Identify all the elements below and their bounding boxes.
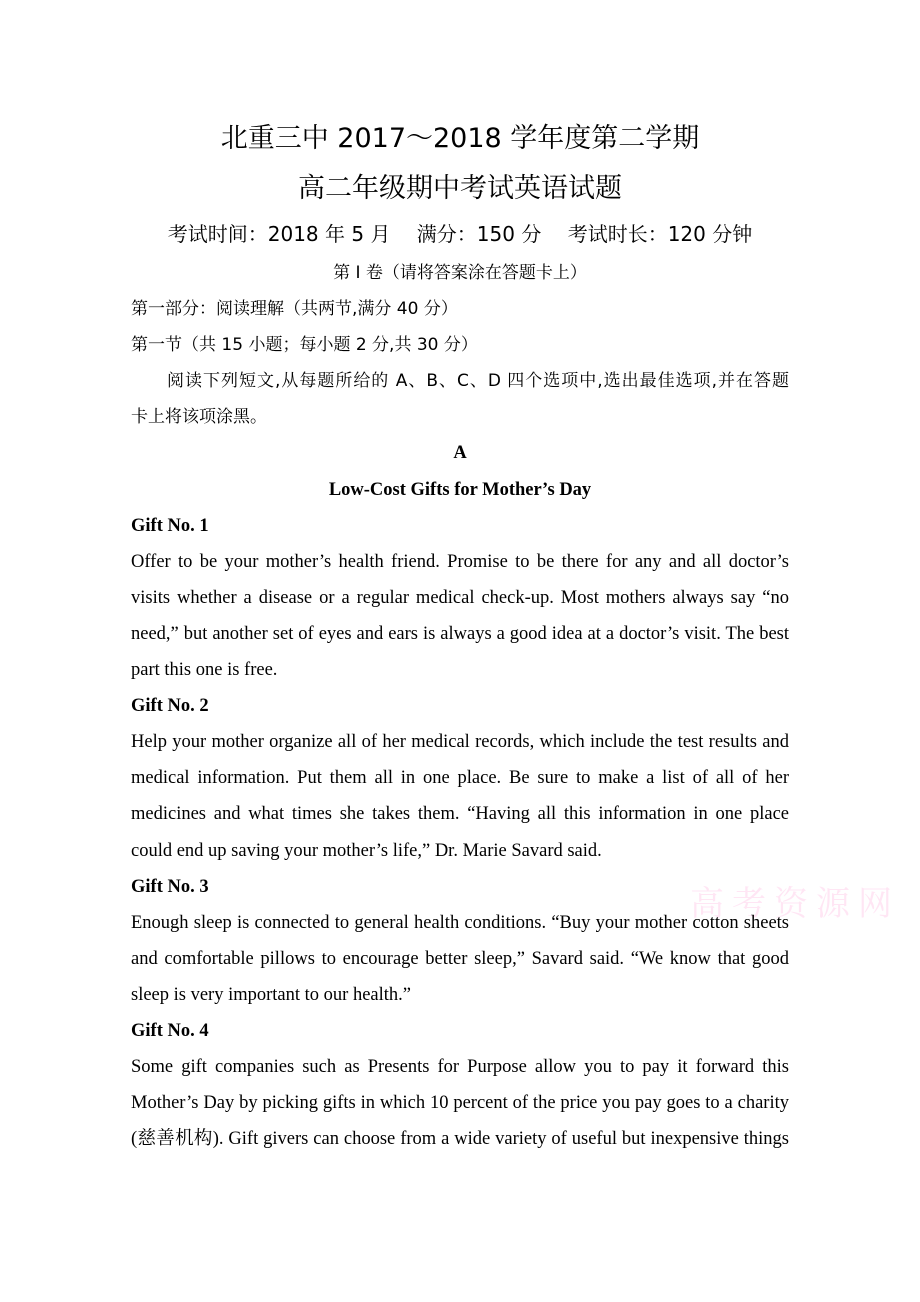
volume-heading: 第 I 卷（请将答案涂在答题卡上） (333, 263, 587, 283)
gift-paragraph-line: visits whether a disease or a regular medical check-up. Most mothers always say “no (131, 587, 789, 608)
gift-paragraph-line: medicines and what times she takes them. “Having all this information in one place (131, 804, 789, 825)
gift-paragraph-line: Some gift companies such as Presents for Purpose allow you to pay it forward this (131, 1057, 789, 1078)
gift-heading: Gift No. 4 (131, 1020, 209, 1041)
gift-heading: Gift No. 3 (131, 876, 209, 897)
instructions-line: 阅读下列短文,从每题所给的 A、B、C、D 四个选项中,选出最佳选项,并在答题 (167, 371, 789, 392)
gift-paragraph-line: could end up saving your mother’s life,” Dr. Marie Savard said. (131, 840, 602, 861)
gift-list (131, 508, 789, 1158)
gift-paragraph-line: (慈善机构). Gift givers can choose from a wide variety of useful but inexpensive things (131, 1129, 789, 1150)
gift-paragraph-line: sleep is very important to our health.” (131, 984, 411, 1005)
exam-title-line1: 北重三中 2017～2018 学年度第二学期 (220, 123, 700, 154)
gift-paragraph-line: medical information. Put them all in one place. Be sure to make a list of all of her (131, 768, 789, 789)
gift-paragraph-line: need,” but another set of eyes and ears is always a good idea at a doctor’s visit. The best (131, 623, 789, 644)
part-heading: 第一部分：阅读理解（共两节,满分 40 分） (131, 299, 458, 320)
passage-label: A (453, 443, 467, 464)
gift-paragraph-line: part this one is free. (131, 660, 278, 681)
gift-paragraph-line: Enough sleep is connected to general health conditions. “Buy your mother cotton sheets (131, 912, 789, 933)
exam-title-line2: 高二年级期中考试英语试题 (298, 173, 622, 204)
section-heading: 第一节（共 15 小题；每小题 2 分,共 30 分） (131, 335, 478, 356)
gift-paragraph-line: Mother’s Day by picking gifts in which 10 percent of the price you pay goes to a charity (131, 1093, 789, 1114)
exam-info: 考试时间：2018 年 5 月 满分：150 分 考试时长：120 分钟 (167, 222, 753, 246)
instructions-line: 卡上将该项涂黑。 (131, 407, 267, 428)
gift-paragraph-line: Help your mother organize all of her medical records, which include the test results and (131, 732, 789, 753)
gift-heading: Gift No. 2 (131, 696, 209, 717)
watermark: 高考资源网 (690, 884, 900, 924)
gift-paragraph-line: Offer to be your mother’s health friend. Promise to be there for any and all doctor’s (131, 551, 789, 572)
gift-paragraph-line: and comfortable pillows to encourage better sleep,” Savard said. “We know that good (131, 948, 789, 969)
document-body (131, 255, 789, 1157)
gift-heading: Gift No. 1 (131, 515, 209, 536)
passage-title: Low-Cost Gifts for Mother’s Day (328, 479, 592, 500)
